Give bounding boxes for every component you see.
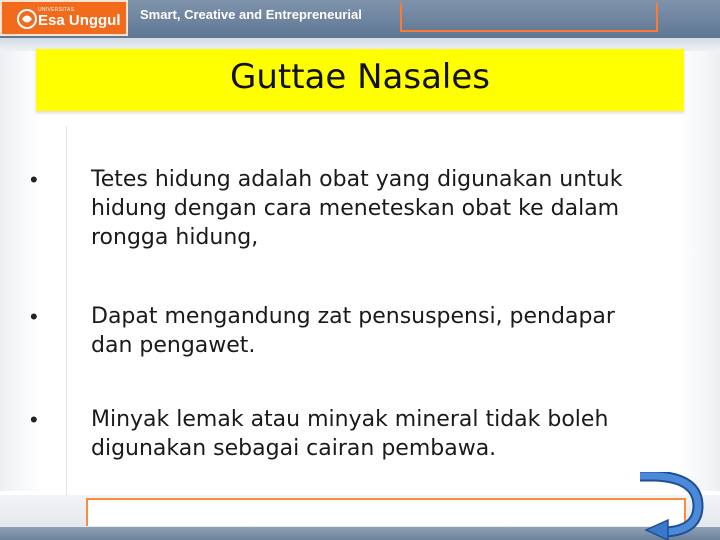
slide-title: Guttae Nasales [229, 57, 490, 97]
bullet-text: Tetes hidung adalah obat yang digunakan untuk hidung dengan cara meneteskan obat ke dalam rongga hidung, [91, 167, 623, 250]
header-tagline: Smart, Creative and Entrepreneurial [140, 7, 362, 22]
logo-name: Esa Unggul [38, 12, 121, 29]
bullet-marker: • [30, 167, 38, 192]
bullet-text: Dapat mengandung zat pensuspensi, pendapar dan pengawet. [91, 304, 615, 358]
bullet-marker: • [30, 304, 38, 329]
right-margin-shade [680, 51, 720, 491]
logo-emblem-icon [16, 8, 38, 30]
university-logo [0, 0, 128, 36]
logo-subtitle: UNIVERSITAS [38, 7, 75, 13]
bullet-text: Minyak lemak atau minyak mineral tidak boleh digunakan sebagai cairan pembawa. [91, 407, 609, 461]
bullet-marker: • [30, 407, 38, 432]
header-decorative-box [400, 3, 658, 32]
curved-back-arrow-icon[interactable] [636, 472, 704, 540]
slide-title-bar [36, 49, 684, 111]
footer-strip [0, 527, 720, 540]
footer-decorative-box [86, 498, 686, 526]
